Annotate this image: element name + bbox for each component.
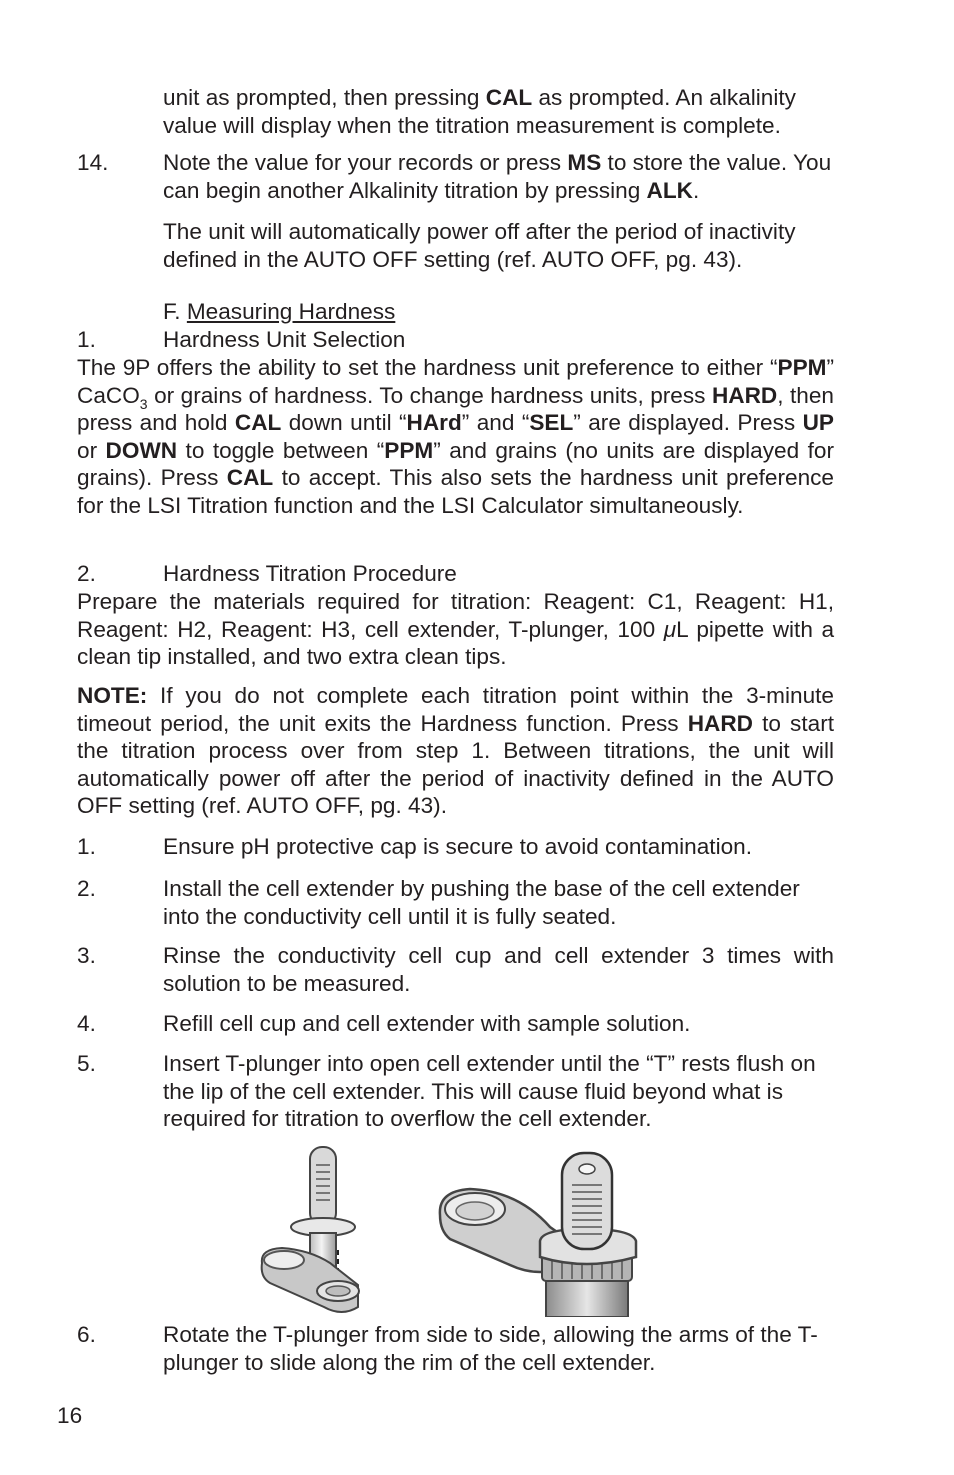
step-number: 1. bbox=[77, 834, 96, 859]
step-text: Rinse the conductivity cell cup and cell extender 3 times with solution to be measured. bbox=[163, 943, 834, 996]
step-text: Ensure pH protective cap is secure to avoid contamination. bbox=[163, 834, 753, 859]
subsection-title: Hardness Unit Selection bbox=[163, 327, 406, 352]
note-paragraph: NOTE: If you do not complete each titration point within the 3-minute timeout period, the unit exits the Hardness function. Press HARD to start the titration process over from step 1. Between titrations, the unit will automatically power off after the period of inactivity defined in the AUTO OFF setting (ref. AUTO OFF, pg. 43). bbox=[77, 683, 835, 819]
cell-cup-icon bbox=[262, 1248, 359, 1312]
step-text: Rotate the T-plunger from side to side, allowing the arms of the T-plunger to slide along the rim of the cell extender. bbox=[163, 1322, 818, 1375]
step-text: Insert T-plunger into open cell extender until the “T” rests flush on the lip of the cell extender. This will cause fluid beyond what is required for titration to overflow the cell extender. bbox=[163, 1051, 816, 1132]
page-number: 16 bbox=[57, 1403, 83, 1428]
step-number: 4. bbox=[77, 1011, 96, 1036]
hardness-unit-paragraph: The 9P offers the ability to set the hardness unit preference to either “PPM” CaCO$_3$ or grains of hardness. To change hardness units, press HARD, then press and hold CAL down until “HArd” and “SEL” are displayed. Press UP or DOWN to toggle between “PPM” and grains (no units are displayed for grains). Press CAL to accept. This also sets the hardness unit preference for the LSI Titration function and the LSI Calculator simultaneously. bbox=[77, 355, 835, 518]
step-text: Install the cell extender by pushing the base of the cell extender into the conductivity cell until it is fully seated. bbox=[163, 876, 800, 929]
materials-paragraph: Prepare the materials required for titration: Reagent: C1, Reagent: H1, Reagent: H2, Reagent: H3, cell extender, T-plunger, 100 μL pipette with a clean tip installed, and two extra clean tips. bbox=[77, 589, 835, 670]
assembled-plunger-icon bbox=[440, 1153, 636, 1317]
step-14-auto-off-note: The unit will automatically power off after the period of inactivity defined in the AUTO OFF setting (ref. AUTO OFF, pg. 43). bbox=[163, 219, 796, 272]
step-14-text: Note the value for your records or press MS to store the value. You can begin another Alkalinity titration by pressing ALK. bbox=[163, 150, 832, 203]
step-number: 14. bbox=[77, 150, 109, 175]
subsection-number: 2. bbox=[77, 561, 96, 586]
subsection-title: Hardness Titration Procedure bbox=[163, 561, 457, 586]
step-text: Refill cell cup and cell extender with sample solution. bbox=[163, 1011, 691, 1036]
subsection-number: 1. bbox=[77, 327, 96, 352]
step-number: 3. bbox=[77, 943, 96, 968]
t-plunger-illustration bbox=[250, 1145, 650, 1317]
alkalinity-continuation: unit as prompted, then pressing CAL as prompted. An alkalinity value will display when the titration measurement is complete. bbox=[163, 85, 796, 138]
step-number: 6. bbox=[77, 1322, 96, 1347]
step-number: 5. bbox=[77, 1051, 96, 1076]
section-heading: F. Measuring Hardness bbox=[163, 299, 396, 324]
step-number: 2. bbox=[77, 876, 96, 901]
section-title: Measuring Hardness bbox=[186, 299, 396, 324]
